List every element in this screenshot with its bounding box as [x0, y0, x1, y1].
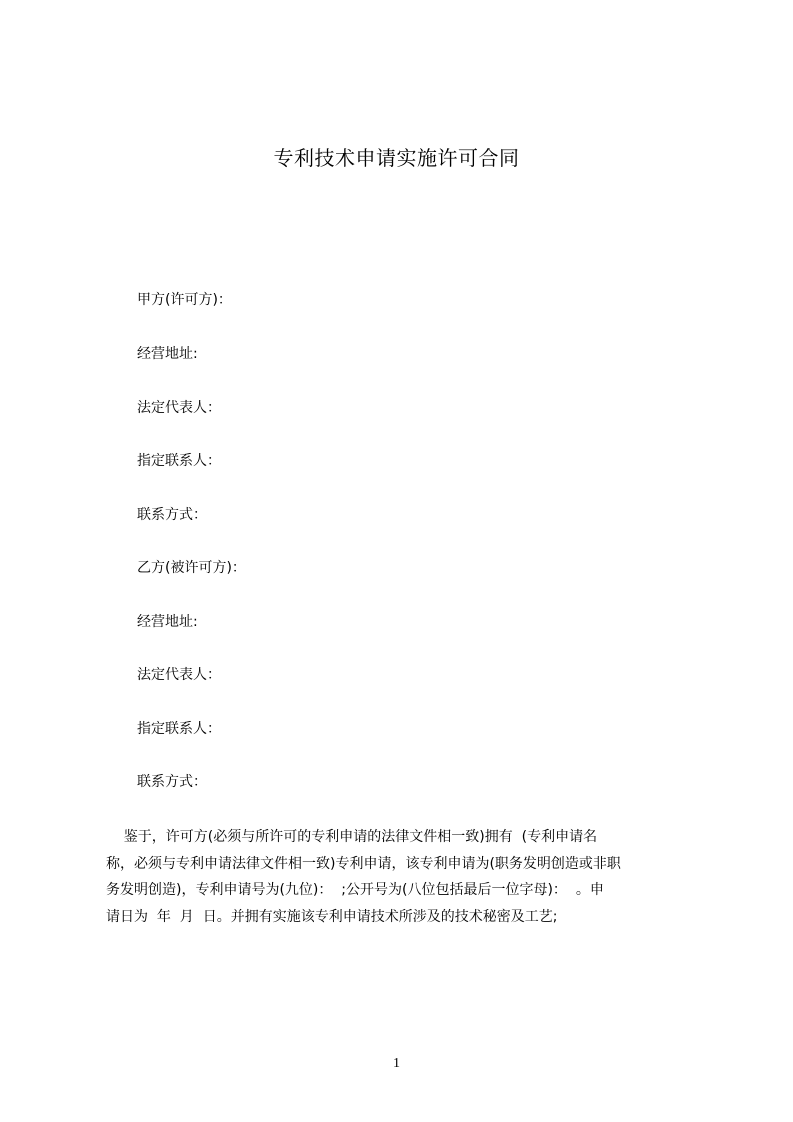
recital-line: 称，必须与专利申请法律文件相一致)专利申请，该专利申请为(职务发明创造或非职 [106, 855, 621, 872]
document-title: 专利技术申请实施许可合同 [273, 146, 520, 170]
page-number: 1 [393, 1056, 400, 1071]
party-b-contact-method: 联系方式： [137, 774, 207, 790]
party-b-heading: 乙方(被许可方)： [137, 560, 246, 576]
recital-line: 请日为 年 月 日。并拥有实施该专利申请技术所涉及的技术秘密及工艺; [106, 908, 558, 925]
recital-line: 鉴于，许可方(必须与所许可的专利申请的法律文件相一致)拥有 (专利申请名 [106, 829, 598, 845]
party-a-contact-person: 指定联系人： [137, 453, 221, 469]
party-a-address: 经营地址: [137, 346, 198, 362]
party-a-contact-method: 联系方式： [137, 507, 207, 523]
party-b-address: 经营地址: [137, 614, 198, 630]
party-a-heading: 甲方(许可方)： [137, 292, 232, 308]
party-b-legal-rep: 法定代表人： [137, 667, 221, 683]
recital-line: 务发明创造)，专利申请号为(九位)： ;公开号为(八位包括最后一位字母)： 。申 [106, 882, 604, 898]
recital-paragraph [106, 824, 700, 930]
party-b-contact-person: 指定联系人： [137, 721, 221, 737]
party-a-legal-rep: 法定代表人： [137, 400, 221, 416]
